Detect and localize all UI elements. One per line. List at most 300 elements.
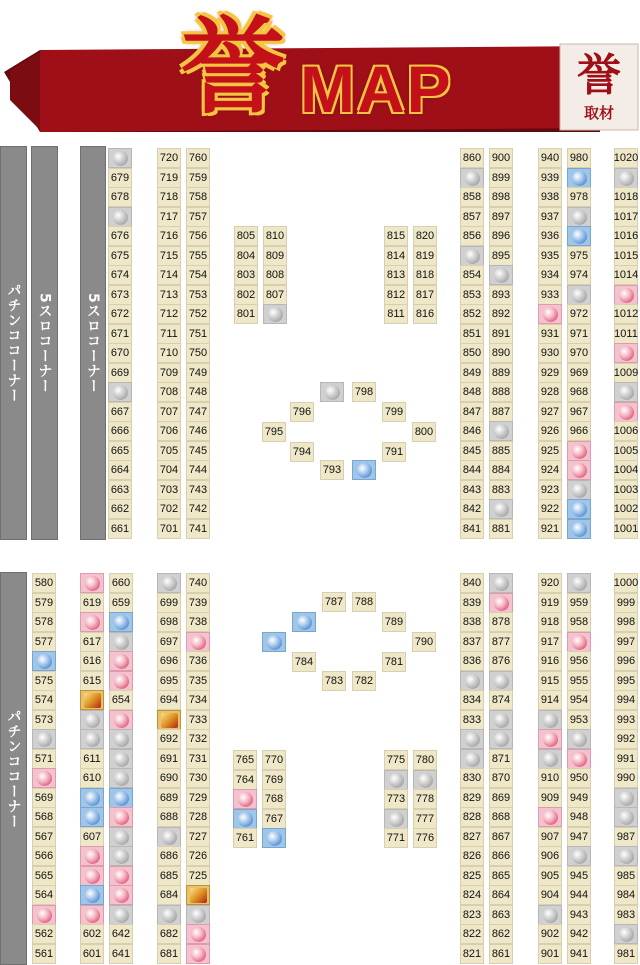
machine-854[interactable]: 854 — [460, 265, 484, 285]
machine-793[interactable]: 793 — [320, 460, 344, 480]
machine-921[interactable]: 921 — [538, 519, 562, 539]
machine-887[interactable]: 887 — [489, 402, 513, 422]
machine-824[interactable]: 824 — [460, 885, 484, 905]
machine-731[interactable]: 731 — [186, 749, 210, 769]
machine-803[interactable]: 803 — [234, 265, 258, 285]
machine-966[interactable]: 966 — [567, 421, 591, 441]
machine-662[interactable]: 662 — [108, 499, 132, 519]
machine-727[interactable]: 727 — [186, 827, 210, 847]
machine-882-silver-medal-icon[interactable] — [489, 499, 513, 519]
machine-932-pink-medal-icon[interactable] — [538, 304, 562, 324]
machine-873-silver-medal-icon[interactable] — [489, 710, 513, 730]
machine-985[interactable]: 985 — [614, 866, 638, 886]
machine-1002[interactable]: 1002 — [614, 499, 638, 519]
machine-619[interactable]: 619 — [80, 593, 104, 613]
machine-578[interactable]: 578 — [32, 612, 56, 632]
machine-708[interactable]: 708 — [157, 382, 181, 402]
machine-879-pink-medal-icon[interactable] — [489, 593, 513, 613]
machine-785-blue-medal-icon[interactable] — [262, 632, 286, 652]
machine-945[interactable]: 945 — [567, 866, 591, 886]
machine-992[interactable]: 992 — [614, 729, 638, 749]
machine-605-pink-medal-icon[interactable] — [80, 866, 104, 886]
machine-1017[interactable]: 1017 — [614, 207, 638, 227]
machine-792-blue-medal-icon[interactable] — [352, 460, 376, 480]
machine-947[interactable]: 947 — [567, 827, 591, 847]
machine-763-pink-medal-icon[interactable] — [233, 789, 257, 809]
machine-892[interactable]: 892 — [489, 304, 513, 324]
machine-573[interactable]: 573 — [32, 710, 56, 730]
machine-1008-silver-medal-icon[interactable] — [614, 382, 638, 402]
machine-1007-pink-medal-icon[interactable] — [614, 402, 638, 422]
machine-916[interactable]: 916 — [538, 651, 562, 671]
machine-884[interactable]: 884 — [489, 460, 513, 480]
machine-766-blue-medal-icon[interactable] — [262, 828, 286, 848]
machine-890[interactable]: 890 — [489, 343, 513, 363]
machine-861[interactable]: 861 — [489, 944, 513, 964]
machine-776[interactable]: 776 — [413, 828, 437, 848]
machine-869[interactable]: 869 — [489, 788, 513, 808]
machine-768[interactable]: 768 — [262, 789, 286, 809]
machine-949[interactable]: 949 — [567, 788, 591, 808]
machine-566[interactable]: 566 — [32, 846, 56, 866]
machine-822[interactable]: 822 — [460, 924, 484, 944]
machine-710[interactable]: 710 — [157, 343, 181, 363]
machine-856[interactable]: 856 — [460, 226, 484, 246]
machine-1006[interactable]: 1006 — [614, 421, 638, 441]
machine-733[interactable]: 733 — [186, 710, 210, 730]
machine-699[interactable]: 699 — [157, 593, 181, 613]
machine-648-pink-medal-icon[interactable] — [109, 807, 133, 827]
machine-652-silver-medal-icon[interactable] — [109, 729, 133, 749]
machine-754[interactable]: 754 — [186, 265, 210, 285]
machine-832-silver-medal-icon[interactable] — [460, 729, 484, 749]
machine-991[interactable]: 991 — [614, 749, 638, 769]
machine-915[interactable]: 915 — [538, 671, 562, 691]
machine-781[interactable]: 781 — [382, 652, 406, 672]
machine-970[interactable]: 970 — [567, 343, 591, 363]
machine-951-pink-medal-icon[interactable] — [567, 749, 591, 769]
machine-655-pink-medal-icon[interactable] — [109, 671, 133, 691]
machine-931[interactable]: 931 — [538, 324, 562, 344]
machine-646-silver-medal-icon[interactable] — [109, 846, 133, 866]
machine-982-silver-medal-icon[interactable] — [614, 924, 638, 944]
machine-671[interactable]: 671 — [108, 324, 132, 344]
machine-677-silver-medal-icon[interactable] — [108, 207, 132, 227]
machine-778[interactable]: 778 — [413, 789, 437, 809]
machine-899[interactable]: 899 — [489, 168, 513, 188]
machine-834[interactable]: 834 — [460, 690, 484, 710]
machine-852[interactable]: 852 — [460, 304, 484, 324]
machine-732[interactable]: 732 — [186, 729, 210, 749]
machine-1003[interactable]: 1003 — [614, 480, 638, 500]
machine-846[interactable]: 846 — [460, 421, 484, 441]
machine-769[interactable]: 769 — [262, 770, 286, 790]
machine-842[interactable]: 842 — [460, 499, 484, 519]
machine-941[interactable]: 941 — [567, 944, 591, 964]
machine-990[interactable]: 990 — [614, 768, 638, 788]
machine-885[interactable]: 885 — [489, 441, 513, 461]
machine-642[interactable]: 642 — [109, 924, 133, 944]
machine-681[interactable]: 681 — [157, 944, 181, 964]
machine-570-pink-medal-icon[interactable] — [32, 768, 56, 788]
machine-738[interactable]: 738 — [186, 612, 210, 632]
machine-930[interactable]: 930 — [538, 343, 562, 363]
machine-740[interactable]: 740 — [186, 573, 210, 593]
machine-679[interactable]: 679 — [108, 168, 132, 188]
machine-923[interactable]: 923 — [538, 480, 562, 500]
machine-764[interactable]: 764 — [233, 770, 257, 790]
machine-770[interactable]: 770 — [262, 750, 286, 770]
machine-875-silver-medal-icon[interactable] — [489, 671, 513, 691]
machine-609-blue-medal-icon[interactable] — [80, 788, 104, 808]
machine-956[interactable]: 956 — [567, 651, 591, 671]
machine-744[interactable]: 744 — [186, 460, 210, 480]
machine-859-silver-medal-icon[interactable] — [460, 168, 484, 188]
machine-695[interactable]: 695 — [157, 671, 181, 691]
machine-962-blue-medal-icon[interactable] — [567, 499, 591, 519]
machine-826[interactable]: 826 — [460, 846, 484, 866]
machine-853[interactable]: 853 — [460, 285, 484, 305]
machine-870[interactable]: 870 — [489, 768, 513, 788]
machine-702[interactable]: 702 — [157, 499, 181, 519]
machine-844[interactable]: 844 — [460, 460, 484, 480]
machine-989-silver-medal-icon[interactable] — [614, 788, 638, 808]
machine-840[interactable]: 840 — [460, 573, 484, 593]
machine-645-pink-medal-icon[interactable] — [109, 866, 133, 886]
machine-920[interactable]: 920 — [538, 573, 562, 593]
machine-938[interactable]: 938 — [538, 187, 562, 207]
machine-771[interactable]: 771 — [384, 828, 408, 848]
machine-827[interactable]: 827 — [460, 827, 484, 847]
machine-650-silver-medal-icon[interactable] — [109, 768, 133, 788]
machine-676[interactable]: 676 — [108, 226, 132, 246]
machine-986-silver-medal-icon[interactable] — [614, 846, 638, 866]
machine-973-silver-medal-icon[interactable] — [567, 285, 591, 305]
machine-809[interactable]: 809 — [263, 246, 287, 266]
machine-651-silver-medal-icon[interactable] — [109, 749, 133, 769]
machine-838[interactable]: 838 — [460, 612, 484, 632]
machine-664[interactable]: 664 — [108, 460, 132, 480]
machine-737-pink-medal-icon[interactable] — [186, 632, 210, 652]
machine-855-silver-medal-icon[interactable] — [460, 246, 484, 266]
machine-936[interactable]: 936 — [538, 226, 562, 246]
machine-660[interactable]: 660 — [109, 573, 133, 593]
machine-728[interactable]: 728 — [186, 807, 210, 827]
machine-904[interactable]: 904 — [538, 885, 562, 905]
machine-716[interactable]: 716 — [157, 226, 181, 246]
machine-888[interactable]: 888 — [489, 382, 513, 402]
machine-614-gold-medal-icon[interactable] — [80, 690, 104, 710]
machine-1016[interactable]: 1016 — [614, 226, 638, 246]
machine-804[interactable]: 804 — [234, 246, 258, 266]
machine-959[interactable]: 959 — [567, 593, 591, 613]
machine-663[interactable]: 663 — [108, 480, 132, 500]
machine-690[interactable]: 690 — [157, 768, 181, 788]
machine-1019-silver-medal-icon[interactable] — [614, 168, 638, 188]
machine-780[interactable]: 780 — [413, 750, 437, 770]
machine-978[interactable]: 978 — [567, 187, 591, 207]
machine-967[interactable]: 967 — [567, 402, 591, 422]
machine-715[interactable]: 715 — [157, 246, 181, 266]
machine-1009[interactable]: 1009 — [614, 363, 638, 383]
machine-927[interactable]: 927 — [538, 402, 562, 422]
machine-943[interactable]: 943 — [567, 905, 591, 925]
machine-929[interactable]: 929 — [538, 363, 562, 383]
machine-905[interactable]: 905 — [538, 866, 562, 886]
machine-960-silver-medal-icon[interactable] — [567, 573, 591, 593]
machine-707[interactable]: 707 — [157, 402, 181, 422]
machine-704[interactable]: 704 — [157, 460, 181, 480]
machine-666[interactable]: 666 — [108, 421, 132, 441]
machine-713[interactable]: 713 — [157, 285, 181, 305]
machine-714[interactable]: 714 — [157, 265, 181, 285]
machine-574[interactable]: 574 — [32, 690, 56, 710]
machine-753[interactable]: 753 — [186, 285, 210, 305]
machine-903-silver-medal-icon[interactable] — [538, 905, 562, 925]
machine-687-silver-medal-icon[interactable] — [157, 827, 181, 847]
machine-661[interactable]: 661 — [108, 519, 132, 539]
machine-998[interactable]: 998 — [614, 612, 638, 632]
machine-886-silver-medal-icon[interactable] — [489, 421, 513, 441]
machine-808[interactable]: 808 — [263, 265, 287, 285]
machine-657-silver-medal-icon[interactable] — [109, 632, 133, 652]
machine-757[interactable]: 757 — [186, 207, 210, 227]
machine-760[interactable]: 760 — [186, 148, 210, 168]
machine-813[interactable]: 813 — [384, 265, 408, 285]
machine-895[interactable]: 895 — [489, 246, 513, 266]
machine-723-silver-medal-icon[interactable] — [186, 905, 210, 925]
machine-603-pink-medal-icon[interactable] — [80, 905, 104, 925]
machine-963-silver-medal-icon[interactable] — [567, 480, 591, 500]
machine-693-gold-medal-icon[interactable] — [157, 710, 181, 730]
machine-815[interactable]: 815 — [384, 226, 408, 246]
machine-806-silver-medal-icon[interactable] — [263, 304, 287, 324]
machine-700-silver-medal-icon[interactable] — [157, 573, 181, 593]
machine-912-pink-medal-icon[interactable] — [538, 729, 562, 749]
machine-979-blue-medal-icon[interactable] — [567, 168, 591, 188]
machine-995[interactable]: 995 — [614, 671, 638, 691]
machine-837[interactable]: 837 — [460, 632, 484, 652]
machine-746[interactable]: 746 — [186, 421, 210, 441]
machine-811[interactable]: 811 — [384, 304, 408, 324]
machine-898[interactable]: 898 — [489, 187, 513, 207]
machine-957-pink-medal-icon[interactable] — [567, 632, 591, 652]
machine-907[interactable]: 907 — [538, 827, 562, 847]
machine-988-silver-medal-icon[interactable] — [614, 807, 638, 827]
machine-575[interactable]: 575 — [32, 671, 56, 691]
machine-692[interactable]: 692 — [157, 729, 181, 749]
machine-841[interactable]: 841 — [460, 519, 484, 539]
machine-684[interactable]: 684 — [157, 885, 181, 905]
machine-751[interactable]: 751 — [186, 324, 210, 344]
machine-682[interactable]: 682 — [157, 924, 181, 944]
machine-742[interactable]: 742 — [186, 499, 210, 519]
machine-782[interactable]: 782 — [352, 671, 376, 691]
machine-925[interactable]: 925 — [538, 441, 562, 461]
machine-743[interactable]: 743 — [186, 480, 210, 500]
machine-835-silver-medal-icon[interactable] — [460, 671, 484, 691]
machine-955[interactable]: 955 — [567, 671, 591, 691]
machine-807[interactable]: 807 — [263, 285, 287, 305]
machine-777[interactable]: 777 — [413, 809, 437, 829]
machine-934[interactable]: 934 — [538, 265, 562, 285]
machine-909[interactable]: 909 — [538, 788, 562, 808]
machine-911-silver-medal-icon[interactable] — [538, 749, 562, 769]
machine-613-silver-medal-icon[interactable] — [80, 710, 104, 730]
machine-791[interactable]: 791 — [382, 442, 406, 462]
machine-819[interactable]: 819 — [413, 246, 437, 266]
machine-935[interactable]: 935 — [538, 246, 562, 266]
machine-993[interactable]: 993 — [614, 710, 638, 730]
machine-745[interactable]: 745 — [186, 441, 210, 461]
machine-604-blue-medal-icon[interactable] — [80, 885, 104, 905]
machine-717[interactable]: 717 — [157, 207, 181, 227]
machine-883[interactable]: 883 — [489, 480, 513, 500]
machine-786-blue-medal-icon[interactable] — [292, 612, 316, 632]
machine-871[interactable]: 871 — [489, 749, 513, 769]
machine-788[interactable]: 788 — [352, 592, 376, 612]
machine-775[interactable]: 775 — [384, 750, 408, 770]
machine-825[interactable]: 825 — [460, 866, 484, 886]
machine-952-silver-medal-icon[interactable] — [567, 729, 591, 749]
machine-641[interactable]: 641 — [109, 944, 133, 964]
machine-750[interactable]: 750 — [186, 343, 210, 363]
machine-831-silver-medal-icon[interactable] — [460, 749, 484, 769]
machine-747[interactable]: 747 — [186, 402, 210, 422]
machine-756[interactable]: 756 — [186, 226, 210, 246]
machine-761[interactable]: 761 — [233, 828, 257, 848]
machine-653-pink-medal-icon[interactable] — [109, 710, 133, 730]
machine-691[interactable]: 691 — [157, 749, 181, 769]
machine-839[interactable]: 839 — [460, 593, 484, 613]
machine-816[interactable]: 816 — [413, 304, 437, 324]
machine-649-blue-medal-icon[interactable] — [109, 788, 133, 808]
machine-858[interactable]: 858 — [460, 187, 484, 207]
machine-914[interactable]: 914 — [538, 690, 562, 710]
machine-919[interactable]: 919 — [538, 593, 562, 613]
machine-889[interactable]: 889 — [489, 363, 513, 383]
machine-997[interactable]: 997 — [614, 632, 638, 652]
machine-939[interactable]: 939 — [538, 168, 562, 188]
machine-564[interactable]: 564 — [32, 885, 56, 905]
machine-928[interactable]: 928 — [538, 382, 562, 402]
machine-686[interactable]: 686 — [157, 846, 181, 866]
machine-755[interactable]: 755 — [186, 246, 210, 266]
machine-805[interactable]: 805 — [234, 226, 258, 246]
machine-561[interactable]: 561 — [32, 944, 56, 964]
machine-864[interactable]: 864 — [489, 885, 513, 905]
machine-940[interactable]: 940 — [538, 148, 562, 168]
machine-976-blue-medal-icon[interactable] — [567, 226, 591, 246]
machine-719[interactable]: 719 — [157, 168, 181, 188]
machine-735[interactable]: 735 — [186, 671, 210, 691]
machine-984[interactable]: 984 — [614, 885, 638, 905]
machine-817[interactable]: 817 — [413, 285, 437, 305]
machine-946-silver-medal-icon[interactable] — [567, 846, 591, 866]
machine-810[interactable]: 810 — [263, 226, 287, 246]
machine-615[interactable]: 615 — [80, 671, 104, 691]
machine-643-silver-medal-icon[interactable] — [109, 905, 133, 925]
machine-601[interactable]: 601 — [80, 944, 104, 964]
machine-981[interactable]: 981 — [614, 944, 638, 964]
machine-924[interactable]: 924 — [538, 460, 562, 480]
machine-565[interactable]: 565 — [32, 866, 56, 886]
machine-703[interactable]: 703 — [157, 480, 181, 500]
machine-722-pink-medal-icon[interactable] — [186, 924, 210, 944]
machine-1020[interactable]: 1020 — [614, 148, 638, 168]
machine-798[interactable]: 798 — [352, 382, 376, 402]
machine-874[interactable]: 874 — [489, 690, 513, 710]
machine-969[interactable]: 969 — [567, 363, 591, 383]
machine-644-pink-medal-icon[interactable] — [109, 885, 133, 905]
machine-829[interactable]: 829 — [460, 788, 484, 808]
machine-802[interactable]: 802 — [234, 285, 258, 305]
machine-620-pink-medal-icon[interactable] — [80, 573, 104, 593]
machine-706[interactable]: 706 — [157, 421, 181, 441]
machine-896[interactable]: 896 — [489, 226, 513, 246]
machine-850[interactable]: 850 — [460, 343, 484, 363]
machine-894-silver-medal-icon[interactable] — [489, 265, 513, 285]
machine-953[interactable]: 953 — [567, 710, 591, 730]
machine-860[interactable]: 860 — [460, 148, 484, 168]
machine-656-pink-medal-icon[interactable] — [109, 651, 133, 671]
machine-672[interactable]: 672 — [108, 304, 132, 324]
machine-673[interactable]: 673 — [108, 285, 132, 305]
machine-725[interactable]: 725 — [186, 866, 210, 886]
machine-849[interactable]: 849 — [460, 363, 484, 383]
machine-779-silver-medal-icon[interactable] — [413, 770, 437, 790]
machine-847[interactable]: 847 — [460, 402, 484, 422]
machine-999[interactable]: 999 — [614, 593, 638, 613]
machine-567[interactable]: 567 — [32, 827, 56, 847]
machine-1010-pink-medal-icon[interactable] — [614, 343, 638, 363]
machine-736[interactable]: 736 — [186, 651, 210, 671]
machine-867[interactable]: 867 — [489, 827, 513, 847]
machine-891[interactable]: 891 — [489, 324, 513, 344]
machine-705[interactable]: 705 — [157, 441, 181, 461]
machine-913-silver-medal-icon[interactable] — [538, 710, 562, 730]
machine-910[interactable]: 910 — [538, 768, 562, 788]
machine-980[interactable]: 980 — [567, 148, 591, 168]
machine-729[interactable]: 729 — [186, 788, 210, 808]
machine-694[interactable]: 694 — [157, 690, 181, 710]
machine-618-pink-medal-icon[interactable] — [80, 612, 104, 632]
machine-820[interactable]: 820 — [413, 226, 437, 246]
machine-812[interactable]: 812 — [384, 285, 408, 305]
machine-922[interactable]: 922 — [538, 499, 562, 519]
machine-647-silver-medal-icon[interactable] — [109, 827, 133, 847]
machine-977-silver-medal-icon[interactable] — [567, 207, 591, 227]
machine-942[interactable]: 942 — [567, 924, 591, 944]
machine-616[interactable]: 616 — [80, 651, 104, 671]
machine-974[interactable]: 974 — [567, 265, 591, 285]
machine-937[interactable]: 937 — [538, 207, 562, 227]
machine-787[interactable]: 787 — [322, 592, 346, 612]
machine-862[interactable]: 862 — [489, 924, 513, 944]
machine-1013-pink-medal-icon[interactable] — [614, 285, 638, 305]
machine-857[interactable]: 857 — [460, 207, 484, 227]
machine-845[interactable]: 845 — [460, 441, 484, 461]
machine-801[interactable]: 801 — [234, 304, 258, 324]
machine-767[interactable]: 767 — [262, 809, 286, 829]
machine-877[interactable]: 877 — [489, 632, 513, 652]
machine-784[interactable]: 784 — [292, 652, 316, 672]
machine-983[interactable]: 983 — [614, 905, 638, 925]
machine-617[interactable]: 617 — [80, 632, 104, 652]
machine-851[interactable]: 851 — [460, 324, 484, 344]
machine-659[interactable]: 659 — [109, 593, 133, 613]
machine-1001[interactable]: 1001 — [614, 519, 638, 539]
